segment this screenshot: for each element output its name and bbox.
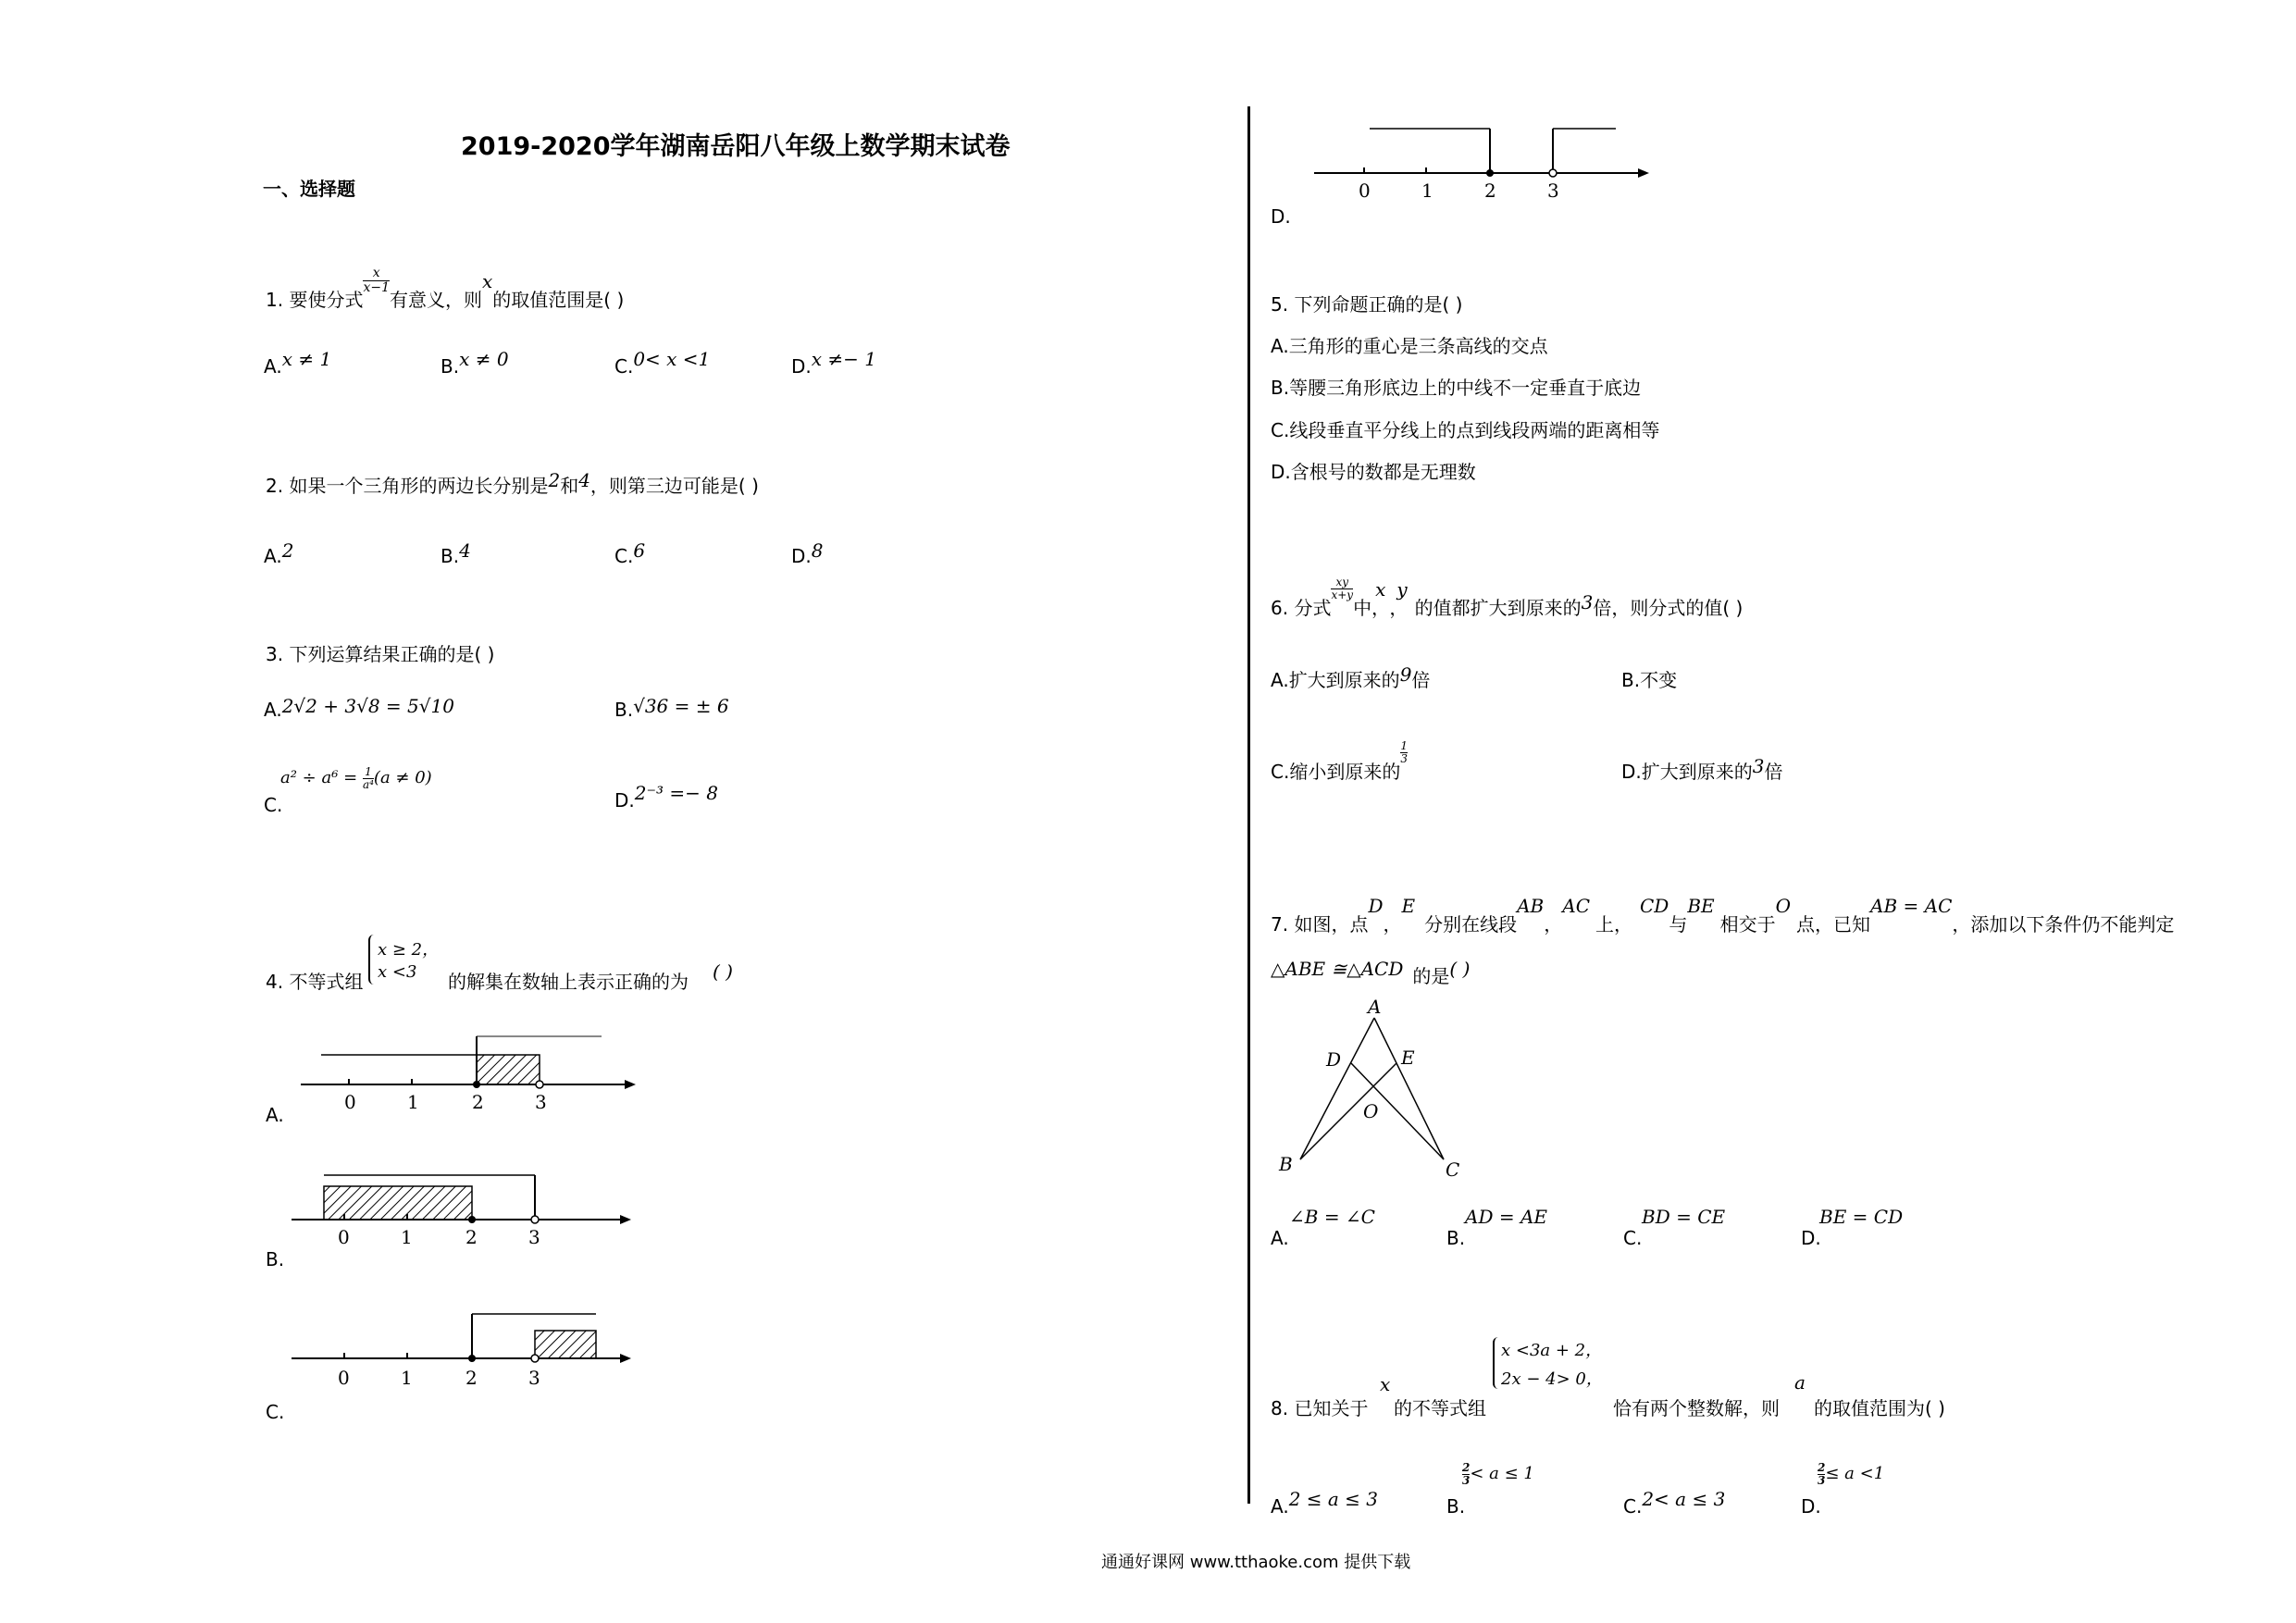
q3-option-c-math: a² ÷ a⁶ = $\frac{1}{\text{a⁴}}$ (a ≠ 0) [280,765,432,791]
q8-brace [1493,1337,1498,1389]
question-5: 5. 下列命题正确的是( ) [1271,293,1463,316]
q1-frac-num: x [372,266,380,281]
q4b-tick-3: 3 [528,1226,540,1248]
q7-option-c-math: BD = CE [1642,1206,1726,1228]
q1-text-post: 的取值范围是( ) [492,289,625,311]
q6-text-mid: 中， [1353,597,1391,619]
q4-option-c-number-line [287,1305,639,1397]
q7-option-d[interactable]: D. [1801,1227,1821,1249]
q6-text-pre: 6. 分式 [1271,597,1332,619]
q8-system-2: 2x − 4> 0， [1501,1369,1603,1389]
column-divider [1247,106,1250,1504]
q6-var-x: x [1375,578,1386,601]
q4-text-pre: 4. 不等式组 [266,971,364,993]
q8-var-x: x [1380,1373,1391,1395]
q7-option-b-math: AD = AE [1465,1206,1547,1228]
q7-point-d: D [1368,895,1384,917]
q7-seg-be: BE [1687,895,1715,917]
q5-option-d[interactable]: D.含根号的数都是无理数 [1271,461,1476,483]
question-7: 7. 如图，点D，E分别在线段AB，AC上，CD与BE相交于O点，已知AB = AC，添加以下条件仍不能判定 [1271,895,2175,935]
q2-value-b: 4 [578,469,590,491]
question-6 [1271,576,1744,622]
q4b-tick-1: 1 [401,1226,413,1248]
q6-fraction [1331,576,1353,601]
q1-option-c[interactable]: C.0< x <1 [614,348,711,378]
q7-label-b: B [1279,1153,1293,1175]
page-footer: 通通好课网 www.tthaoke.com 提供下载 [1101,1553,1411,1572]
q8-text-post: 的取值范围为( ) [1814,1397,1945,1419]
q2-option-d[interactable]: D.8 [791,539,824,567]
q7-conclusion: △ABE ≅△ACD [1271,958,1404,980]
q8-text-mid: 的不等式组 [1394,1397,1486,1419]
q2-option-a-math: 2 [281,539,294,562]
q8-option-d[interactable]: D. [1801,1495,1821,1518]
q2-option-c[interactable]: C.6 [614,539,646,567]
q2-option-d-math: 8 [811,539,824,562]
q7-option-a[interactable]: A. [1271,1227,1289,1249]
q8-option-a-math: 2 ≤ a ≤ 3 [1288,1488,1379,1510]
q2-text-and: 和 [560,475,579,497]
q4-brace [368,935,374,985]
q7-option-c[interactable]: C. [1623,1227,1643,1249]
q3-option-a[interactable]: A.2√2 + 3√8 = 5√10 [264,695,454,721]
q4d-tick-0: 0 [1359,180,1371,202]
q5-option-c[interactable]: C.线段垂直平分线上的点到线段两端的距离相等 [1271,419,1660,441]
q6-separator: ， [1389,597,1409,619]
q2-value-a: 2 [548,469,561,491]
q7-condition: AB = AC [1870,895,1953,917]
q6-frac-den: x+y [1331,588,1354,601]
q7-paren: ( ) [1449,958,1471,980]
q1-option-a[interactable]: A.x ≠ 1 [264,348,332,378]
q2-option-a[interactable]: A.2 [264,539,294,567]
q7-label-c: C [1446,1158,1460,1180]
q4-option-b[interactable]: B. [266,1248,285,1270]
q1-text-mid: 有意义，则 [390,289,482,311]
q1-fraction [363,266,390,294]
q1-option-c-math: 0< x <1 [633,348,711,370]
q8-var-a: a [1794,1371,1806,1394]
q4a-tick-3: 3 [535,1091,547,1113]
q1-option-a-math: x ≠ 1 [281,348,332,370]
q7-triangle-figure [1268,995,1481,1180]
q1-text-pre: 1. 要使分式 [266,289,364,311]
q6-var-y: y [1396,578,1408,601]
page-title: 2019-2020学年湖南岳阳八年级上数学期末试卷 [461,132,1011,161]
q4-option-c[interactable]: C. [266,1401,285,1423]
q6-option-b[interactable]: B.不变 [1621,669,1678,691]
q6-option-c-fraction: $\frac{1}{3}$ [1400,739,1408,765]
q5-option-a[interactable]: A.三角形的重心是三条高线的交点 [1271,335,1548,357]
q8-system-1: x <3a + 2， [1501,1341,1603,1360]
q2-text-post: ，则第三边可能是( ) [590,475,759,497]
q2-option-b[interactable]: B.4 [441,539,471,567]
q6-option-a-math: 9 [1399,663,1412,686]
q6-option-c[interactable]: C.缩小到原来的 $\frac{1}{3}$ [1271,739,1408,783]
q4-system-2: x <3 [378,962,417,982]
q4d-tick-1: 1 [1421,180,1433,202]
q4-option-a[interactable]: A. [266,1104,284,1126]
q2-option-b-math: 4 [459,539,471,562]
q7-seg-ac: AC [1562,895,1590,917]
q4-paren: ( ) [713,960,733,983]
q4b-tick-0: 0 [338,1226,350,1248]
q8-option-d-math: $\frac{2}{3}$ ≤ a <1 [1818,1461,1885,1487]
q4d-tick-3: 3 [1547,180,1559,202]
question-1 [266,266,625,316]
q1-frac-den: x−1 [363,280,390,295]
q4a-tick-0: 0 [344,1091,356,1113]
q8-text-pre: 8. 已知关于 [1271,1397,1369,1419]
q3-option-b-math: √36 = ± 6 [633,695,729,717]
q1-option-d[interactable]: D.x ≠− 1 [791,348,876,378]
q1-option-b[interactable]: B.x ≠ 0 [441,348,509,378]
q4-option-a-number-line [292,1027,643,1120]
q6-text-mid2: 的值都扩大到原来的 [1414,597,1582,619]
q7-line-2: △ABE ≅△ACD 的是( ) [1271,958,1471,987]
q4b-tick-2: 2 [465,1226,478,1248]
q4a-tick-1: 1 [407,1091,419,1113]
q3-option-c[interactable]: C. [264,794,283,816]
q7-label-e: E [1401,1047,1415,1069]
q8-option-b[interactable]: B. [1446,1495,1466,1518]
q4a-tick-2: 2 [472,1091,484,1113]
q7-label-a: A [1368,996,1382,1018]
q7-option-d-math: BE = CD [1819,1206,1904,1228]
q1-option-b-math: x ≠ 0 [459,348,509,370]
q4c-tick-0: 0 [338,1367,350,1389]
q3-option-b[interactable]: B.√36 = ± 6 [614,695,729,721]
q7-label-d: D [1326,1048,1342,1071]
q4c-tick-3: 3 [528,1367,540,1389]
q6-option-d-math: 3 [1752,755,1765,777]
q8-option-c[interactable]: C.2< a ≤ 3 [1623,1488,1726,1518]
q5-option-b[interactable]: B.等腰三角形底边上的中线不一定垂直于底边 [1271,377,1642,399]
q3-option-a-math: 2√2 + 3√8 = 5√10 [281,695,454,717]
q8-option-c-math: 2< a ≤ 3 [1642,1488,1726,1510]
question-2 [266,471,759,498]
q6-option-d[interactable]: D.扩大到原来的3倍 [1621,755,1783,783]
q6-text-post: 倍，则分式的值( ) [1593,597,1744,619]
q2-text-pre: 2. 如果一个三角形的两边长分别是 [266,475,549,497]
q7-point-e: E [1401,895,1416,917]
q4c-tick-1: 1 [401,1367,413,1389]
q4c-tick-2: 2 [465,1367,478,1389]
q8-option-a[interactable]: A.2 ≤ a ≤ 3 [1271,1488,1379,1518]
q8-option-b-math: $\frac{2}{3}$ < a ≤ 1 [1462,1461,1534,1487]
section-heading: 一、选择题 [263,178,355,200]
q6-frac-num: xy [1335,576,1349,589]
q1-var: x [482,270,493,292]
q7-point-o: O [1775,895,1792,917]
q7-option-a-math: ∠B = ∠C [1289,1206,1375,1228]
q3-option-d-math: 2⁻³ =− 8 [634,782,719,804]
q8-text-mid2: 恰有两个整数解，则 [1613,1397,1780,1419]
q7-label-o: O [1363,1100,1379,1122]
q4d-tick-2: 2 [1484,180,1496,202]
q4-system-1: x ≥ 2， [378,940,440,960]
q7-option-b[interactable]: B. [1446,1227,1466,1249]
q7-seg-ab: AB [1517,895,1545,917]
q4-option-d[interactable]: D. [1271,205,1291,228]
q2-option-c-math: 6 [633,539,646,562]
q4-text-post: 的解集在数轴上表示正确的为 [448,971,689,993]
q1-option-d-math: x ≠− 1 [811,348,876,370]
q4-option-d-number-line [1305,116,1657,208]
q6-factor: 3 [1581,591,1594,613]
q4-option-b-number-line [287,1166,639,1258]
q3-option-d[interactable]: D.2⁻³ =− 8 [614,782,719,812]
q7-seg-cd: CD [1640,895,1669,917]
question-3: 3. 下列运算结果正确的是( ) [266,643,495,665]
q6-option-a[interactable]: A.扩大到原来的9倍 [1271,663,1431,691]
